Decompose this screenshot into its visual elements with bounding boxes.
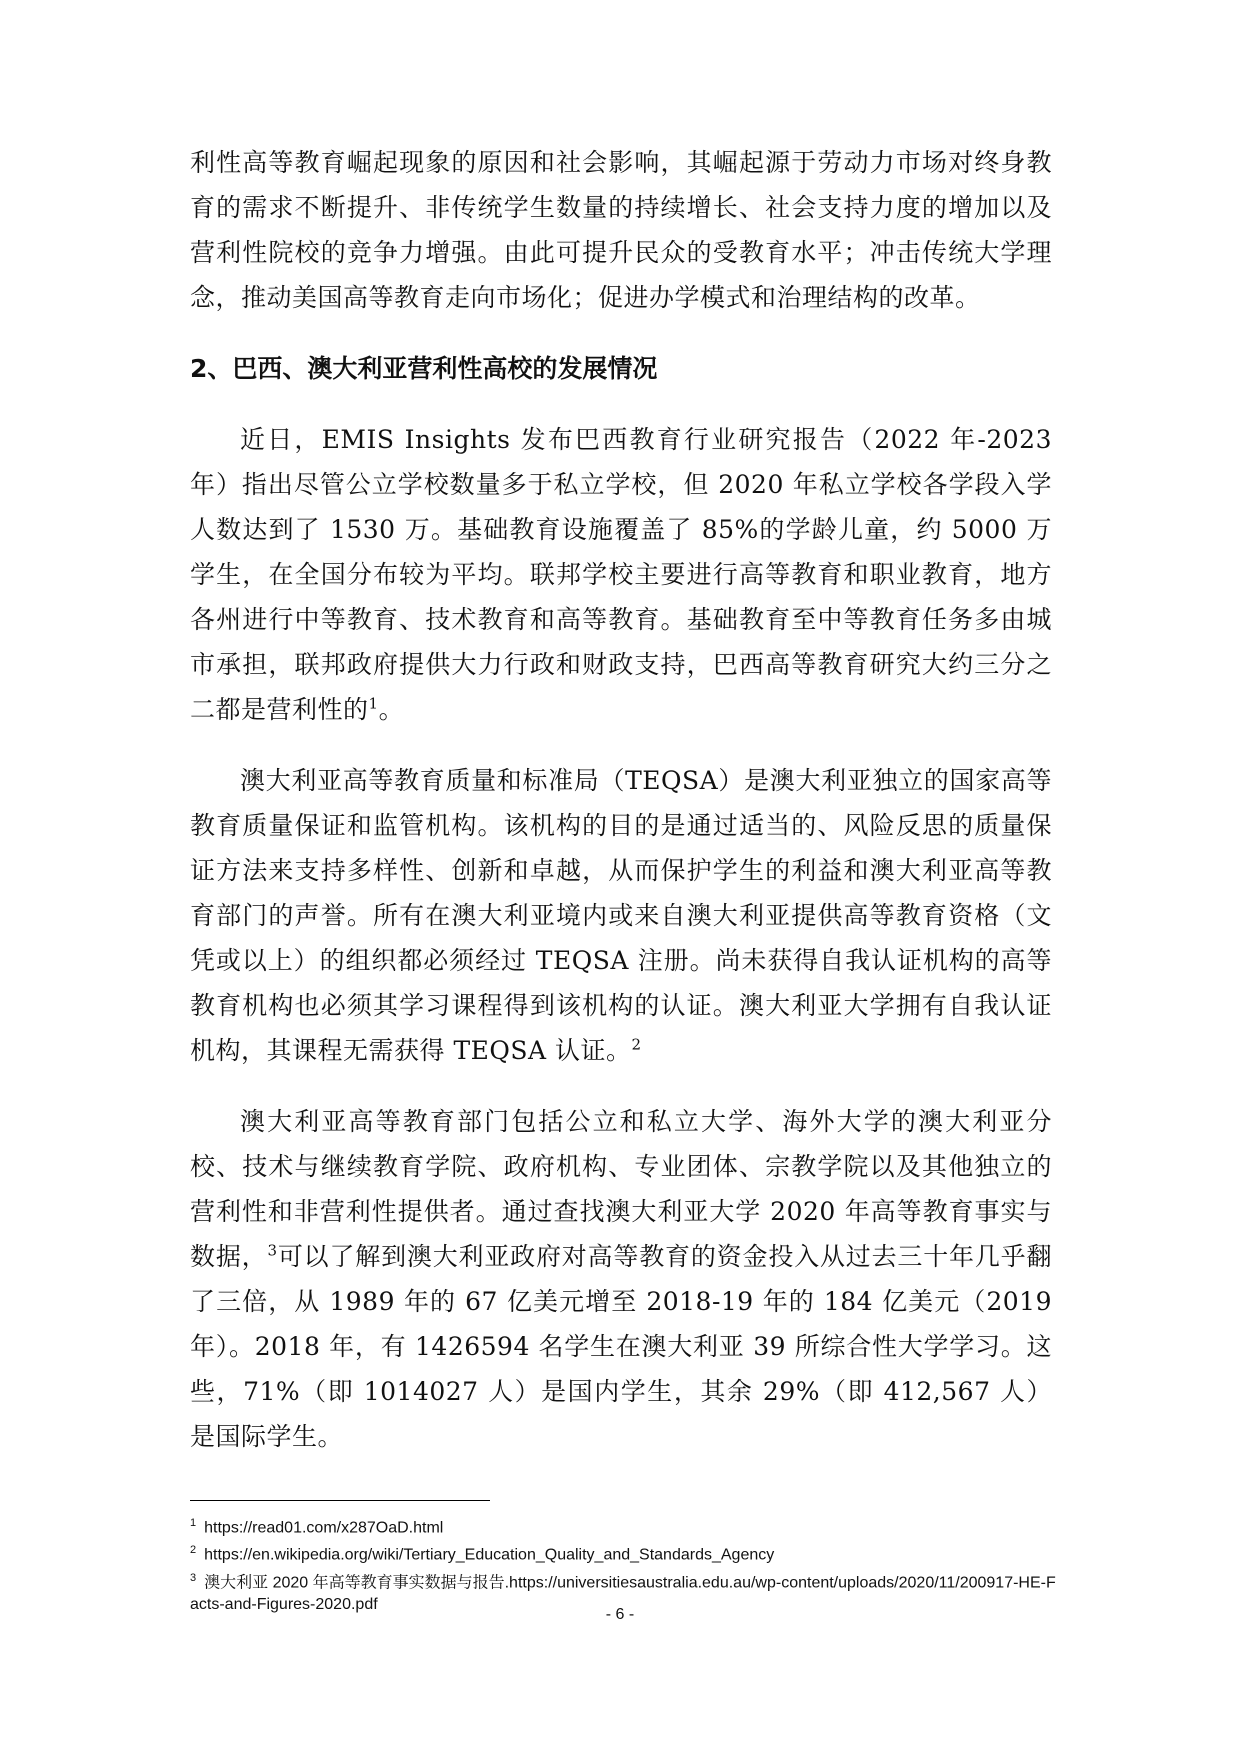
- footnote-number: 3: [190, 1571, 197, 1584]
- page-number: - 6 -: [605, 1606, 635, 1623]
- paragraph-intro-text: 利性高等教育崛起现象的原因和社会影响，其崛起源于劳动力市场对终身教育的需求不断提升、非传统学生数量的持续增长、社会支持力度的增加以及营利性院校的竞争力增强。由此可提升民众的受教育水平；冲击传统大学理念，推动美国高等教育走向市场化；促进办学模式和治理结构的改革。: [190, 148, 1052, 312]
- paragraph-sector-text-b: 可以了解到澳大利亚政府对高等教育的资金投入从过去三十年几乎翻了三倍，从 1989 年的 67 亿美元增至 2018-19 年的 184 亿美元（2019 年）。2018 年，有 1426594 名学生在澳大利亚 39 所综合性大学学习。这些，71%（即 1014027 人）是国内学生，其余 29%（即 412,567 人）是国际学生。: [190, 1242, 1052, 1451]
- footnote-ref-3[interactable]: 3: [267, 1241, 278, 1260]
- footnote-separator: [190, 1500, 490, 1501]
- paragraph-brazil-text: 近日，EMIS Insights 发布巴西教育行业研究报告（2022 年-2023 年）指出尽管公立学校数量多于私立学校，但 2020 年私立学校各学段入学人数达到了 1530 万。基础教育设施覆盖了 85%的学龄儿童，约 5000 万学生，在全国分布较为平均。联邦学校主要进行高等教育和职业教育，地方各州进行中等教育、技术教育和高等教育。基础教育至中等教育任务多由城市承担，联邦政府提供大力行政和财政支持，巴西高等教育研究大约三分之二都是营利性的: [190, 425, 1052, 724]
- paragraph-teqsa-text: 澳大利亚高等教育质量和标准局（TEQSA）是澳大利亚独立的国家高等教育质量保证和监管机构。该机构的目的是通过适当的、风险反思的质量保证方法来支持多样性、创新和卓越，从而保护学生的利益和澳大利亚高等教育部门的声誉。所有在澳大利亚境内或来自澳大利亚提供高等教育资格（文凭或以上）的组织都必须经过 TEQSA 注册。尚未获得自我认证机构的高等教育机构也必须其学习课程得到该机构的认证。澳大利亚大学拥有自我认证机构，其课程无需获得 TEQSA 认证。: [190, 766, 1052, 1065]
- paragraph-intro: [190, 140, 1052, 320]
- paragraph-brazil: [190, 417, 1052, 732]
- paragraph-sector-text-a: 澳大利亚高等教育部门包括公立和私立大学、海外大学的澳大利亚分校、技术与继续教育学院、政府机构、专业团体、宗教学院以及其他独立的营利性和非营利性提供者。通过查找澳大利亚大学 2020 年高等教育事实与数据，: [190, 1107, 1052, 1271]
- document-body: [190, 140, 1052, 1459]
- section-heading: 2、巴西、澳大利亚营利性高校的发展情况: [190, 354, 658, 383]
- footnote-number: 1: [190, 1517, 197, 1529]
- footnote-link[interactable]: 澳大利亚 2020 年高等教育事实数据与报告.https://universitiesaustralia.edu.au/wp-content/uploads/2020/11/200917-HE-Facts-and-Figures-2020.pdf: [190, 1573, 1056, 1613]
- footnotes: [190, 1512, 1060, 1616]
- paragraph-sector: [190, 1099, 1052, 1459]
- paragraph-teqsa: [190, 758, 1052, 1073]
- footnote-link[interactable]: https://read01.com/x287OaD.html: [204, 1519, 444, 1537]
- paragraph-brazil-end: 。: [378, 695, 405, 724]
- footnote-ref-1[interactable]: 1: [368, 694, 379, 713]
- footnote-ref-2[interactable]: 2: [631, 1035, 642, 1054]
- footnote-1: [190, 1512, 1060, 1539]
- footnote-link[interactable]: https://en.wikipedia.org/wiki/Tertiary_Education_Quality_and_Standards_Agency: [204, 1546, 775, 1564]
- footnote-2: [190, 1539, 1060, 1566]
- footnote-number: 2: [190, 1544, 197, 1557]
